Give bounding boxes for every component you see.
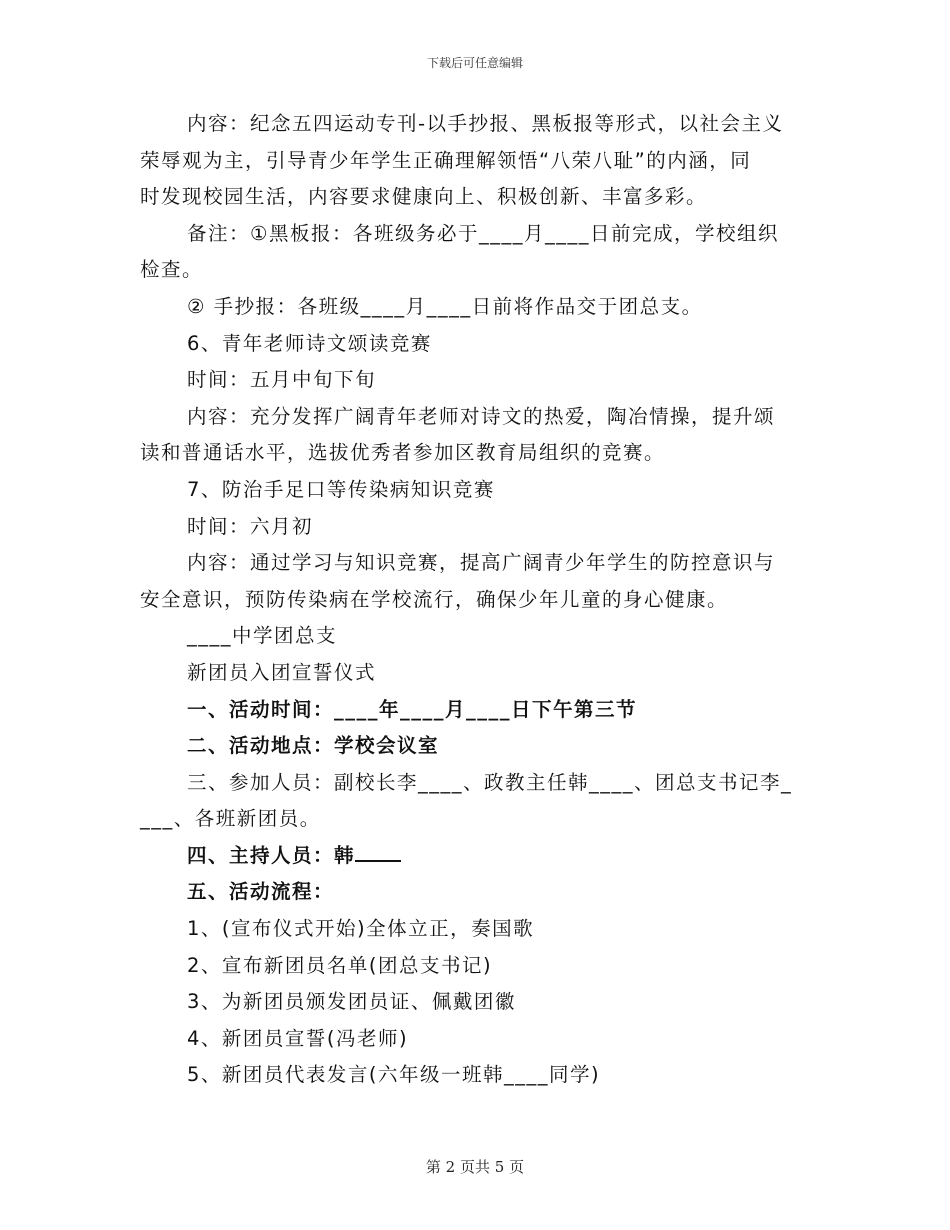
paragraph-line: 备注：①黑板报：各班级务必于____月____日前完成，学校组织 [187, 221, 779, 245]
process-step: 1、(宣布仪式开始)全体立正，奏国歌 [187, 917, 535, 941]
document-title: 新团员入团宣誓仪式 [187, 660, 377, 684]
paragraph-line: 荣辱观为主，引导青少年学生正确理解领悟“八荣八耻”的内涵，同 [140, 148, 752, 172]
paragraph-line: 时间：六月初 [187, 514, 314, 538]
participants-line: ___、各班新团员。 [140, 807, 321, 831]
paragraph-line: 时间：五月中旬下旬 [187, 368, 377, 392]
paragraph-line: 安全意识，预防传染病在学校流行，确保少年儿童的身心健康。 [140, 587, 729, 611]
process-step: 5、新团员代表发言(六年级一班韩____同学) [187, 1063, 601, 1087]
paragraph-line: 内容：纪念五四运动专刊-以手抄报、黑板报等形式，以社会主义 [187, 112, 784, 135]
paragraph-line: 读和普通话水平，选拔优秀者参加区教育局组织的竞赛。 [140, 441, 666, 465]
document-body [140, 106, 810, 1094]
process-step: 2、宣布新团员名单(团总支书记) [187, 953, 493, 977]
paragraph-line: 时发现校园生活，内容要求健康向上、积极创新、丰富多彩。 [140, 185, 708, 209]
host-line [140, 838, 810, 875]
paragraph-line: 检查。 [140, 258, 204, 282]
blank-underline [355, 859, 401, 862]
activity-time: 一、活动时间：____年____月____日下午第三节 [187, 697, 638, 721]
participants-line: 三、参加人员：副校长李____、政教主任韩____、团总支书记李_ [187, 770, 793, 794]
section-heading: 6、青年老师诗文颂读竞赛 [187, 331, 432, 355]
paragraph-line: 内容：通过学习与知识竞赛，提高广阔青少年学生的防控意识与 [187, 551, 776, 575]
section-heading: 7、防治手足口等传染病知识竞赛 [187, 477, 495, 501]
paragraph-line: ② 手抄报：各班级____月____日前将作品交于团总支。 [187, 294, 703, 318]
page-header: 下载后可任意编辑 [426, 56, 523, 70]
page-footer: 第 2 页共 5 页 [425, 1158, 525, 1176]
process-step: 3、为新团员颁发团员证、佩戴团徽 [187, 990, 516, 1014]
process-heading: 五、活动流程： [187, 880, 335, 904]
host-label: 四、主持人员：韩 [187, 843, 356, 867]
process-step: 4、新团员宣誓(冯老师) [187, 1026, 409, 1050]
activity-location: 二、活动地点：学校会议室 [187, 734, 440, 758]
organization-line: ____中学团总支 [187, 624, 338, 648]
paragraph-line: 内容：充分发挥广阔青年老师对诗文的热爱，陶冶情操，提升颂 [187, 404, 776, 428]
